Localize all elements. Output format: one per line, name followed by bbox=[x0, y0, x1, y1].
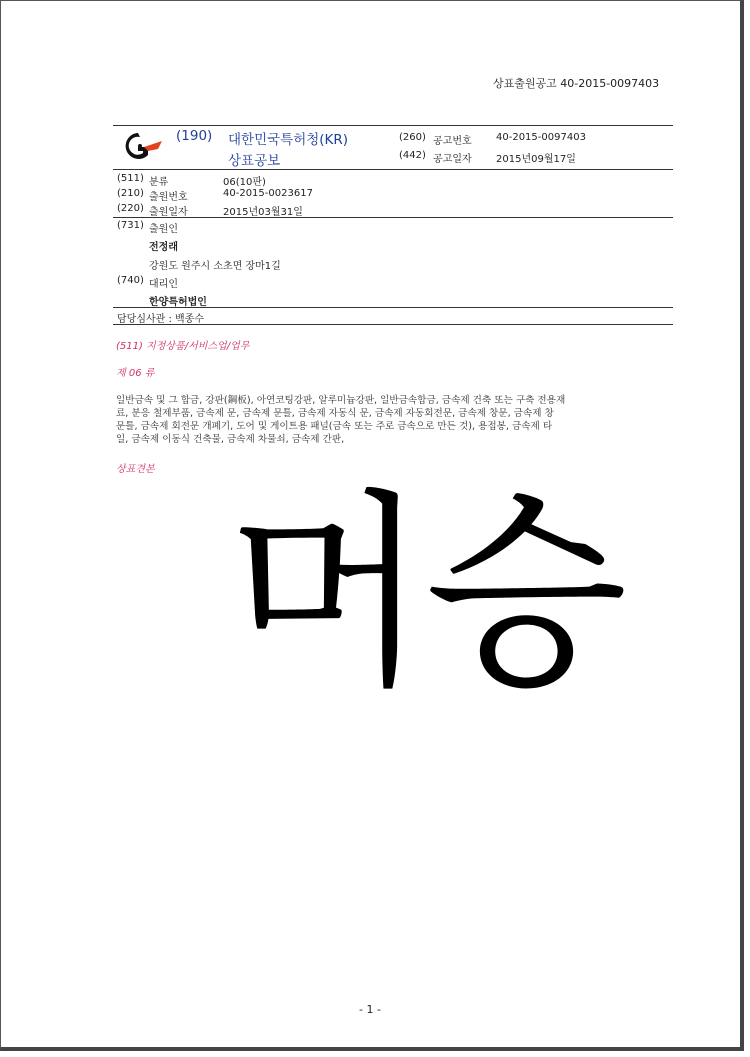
publisher-office: 대한민국특허청(KR) bbox=[228, 132, 349, 148]
rule-after-examiner bbox=[113, 324, 673, 325]
top-rule bbox=[113, 125, 673, 126]
goods-line: 료, 분응 철제부품, 금속제 문, 금속제 문틀, 금속제 자동식 문, 금속제 자동회전문, 금속제 창문, 금속제 창 bbox=[116, 408, 554, 419]
rule-before-examiner bbox=[113, 307, 673, 308]
class-value: 06(10판) bbox=[223, 177, 266, 188]
examiner: 담당심사관 : 백종수 bbox=[117, 314, 205, 325]
pub-date-label: 공고일자 bbox=[433, 154, 472, 165]
goods-line: 일, 금속제 이동식 건축물, 금속제 차물쇠, 금속제 간판, bbox=[116, 434, 345, 445]
applicant-label: 출원인 bbox=[149, 224, 178, 235]
goods-line: 일반금속 및 그 합금, 강판(鋼板), 아연코팅강판, 알루미늄강판, 일반금속합금, 금속제 건축 또는 구축 전용재 bbox=[116, 395, 566, 406]
goods-class-label: 제 06 류 bbox=[116, 368, 155, 379]
pub-number-label: 공고번호 bbox=[433, 136, 472, 147]
kipo-logo-icon bbox=[118, 129, 166, 165]
trademark-mark: 머승 bbox=[226, 471, 624, 716]
pub-number-code: (260) bbox=[399, 132, 426, 143]
page-number: - 1 - bbox=[359, 1003, 381, 1016]
agent-name: 한양특허법인 bbox=[149, 297, 207, 308]
app-number-label: 출원번호 bbox=[149, 192, 188, 203]
header-publication-number: 상표출원공고 40-2015-0097403 bbox=[493, 77, 660, 90]
app-number-code: (210) bbox=[117, 188, 144, 199]
app-date-code: (220) bbox=[117, 203, 144, 214]
pub-number-value: 40-2015-0097403 bbox=[496, 132, 586, 143]
app-date-value: 2015년03월31일 bbox=[223, 207, 303, 218]
class-code: (511) bbox=[117, 173, 144, 184]
applicant-code: (731) bbox=[117, 220, 144, 231]
goods-line: 문틀, 금속제 회전문 개폐기, 도어 및 게이트용 패널(금속 또는 주로 금속으로 만든 것), 용접봉, 금속제 타 bbox=[116, 421, 553, 432]
agent-code: (740) bbox=[117, 275, 144, 286]
app-date-label: 출원일자 bbox=[149, 207, 188, 218]
publisher-code: (190) bbox=[176, 128, 213, 144]
rule-after-header bbox=[113, 169, 673, 170]
pub-date-value: 2015년09월17일 bbox=[496, 154, 576, 165]
gazette-title: 상표공보 bbox=[228, 153, 281, 169]
applicant-address: 강원도 원주시 소초면 장마1길 bbox=[149, 261, 281, 272]
applicant-name: 전정래 bbox=[149, 242, 178, 253]
mark-heading: 상표견본 bbox=[116, 464, 155, 475]
goods-list bbox=[116, 394, 671, 446]
agent-label: 대리인 bbox=[149, 279, 178, 290]
pub-date-code: (442) bbox=[399, 150, 426, 161]
rule-after-application bbox=[113, 217, 673, 218]
class-label: 분류 bbox=[149, 177, 169, 188]
app-number-value: 40-2015-0023617 bbox=[223, 188, 313, 199]
goods-heading: (511) 지정상품/서비스업/업무 bbox=[116, 341, 250, 352]
